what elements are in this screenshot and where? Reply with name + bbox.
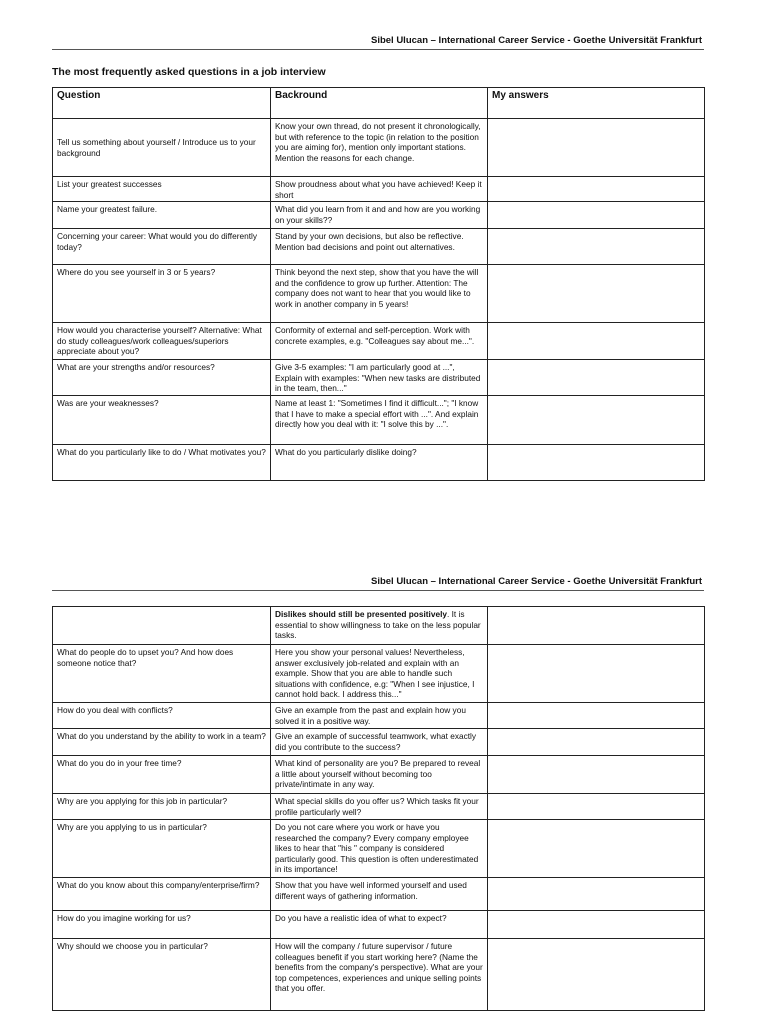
answer-cell[interactable] <box>488 323 705 360</box>
page-header: Sibel Ulucan – International Career Service - Goethe Universität Frankfurt <box>370 35 702 46</box>
table-row <box>53 119 705 177</box>
questions-table-2 <box>52 606 705 1011</box>
background-emphasis: Dislikes should still be presented positively <box>275 609 447 619</box>
background-cell: Think beyond the next step, show that you have the will and the confidence to grow up further. Attention: The company does not want to hear that you would like to work in another company in 5 years! <box>271 265 488 323</box>
question-cell: How would you characterise yourself? Alternative: What do study colleagues/work colleagues/superiors appreciate about you? <box>53 323 271 360</box>
table-row <box>53 703 705 729</box>
background-cell: Stand by your own decisions, but also be reflective. Mention bad decisions and point out alternatives. <box>271 229 488 265</box>
column-header-background: Backround <box>271 88 488 119</box>
background-cell: Conformity of external and self-perception. Work with concrete examples, e.g. "Colleagues say about me...". <box>271 323 488 360</box>
questions-table-1 <box>52 87 705 481</box>
background-cell: Know your own thread, do not present it chronologically, but with reference to the topic (in relation to the position you are aiming for), mention only important stations. Mention the reasons for each change. <box>271 119 488 177</box>
table-row <box>53 878 705 911</box>
table-row <box>53 645 705 703</box>
answer-cell[interactable] <box>488 703 705 729</box>
background-cell: How will the company / future supervisor / future colleagues benefit if you start working here? (Name the benefits from the company's perspective). What are your top competences, experiences and unique selling points that you offer. <box>271 939 488 1011</box>
table-row <box>53 607 705 645</box>
answer-cell[interactable] <box>488 911 705 939</box>
table-row <box>53 229 705 265</box>
answer-cell[interactable] <box>488 729 705 756</box>
answer-cell[interactable] <box>488 794 705 820</box>
table-row <box>53 729 705 756</box>
answer-cell[interactable] <box>488 229 705 265</box>
question-cell <box>53 607 271 645</box>
background-cell <box>271 607 488 645</box>
table-row <box>53 202 705 229</box>
answer-cell[interactable] <box>488 645 705 703</box>
question-cell: How do you deal with conflicts? <box>53 703 271 729</box>
question-cell: What are your strengths and/or resources? <box>53 360 271 396</box>
header-rule <box>52 49 704 50</box>
header-rule-2 <box>52 590 704 591</box>
background-cell: Name at least 1: "Sometimes I find it difficult..."; "I know that I have to make a special effort with ...". And explain directly how you deal with it: "I solve this by ...". <box>271 396 488 445</box>
question-cell: What do you know about this company/enterprise/firm? <box>53 878 271 911</box>
table-row <box>53 794 705 820</box>
answer-cell[interactable] <box>488 360 705 396</box>
question-cell: What do you understand by the ability to work in a team? <box>53 729 271 756</box>
table-row <box>53 360 705 396</box>
background-cell: Do you have a realistic idea of what to expect? <box>271 911 488 939</box>
answer-cell[interactable] <box>488 878 705 911</box>
table-row <box>53 911 705 939</box>
table-row <box>53 756 705 794</box>
answer-cell[interactable] <box>488 202 705 229</box>
table-row <box>53 820 705 878</box>
table-header-row <box>53 88 705 119</box>
question-cell: How do you imagine working for us? <box>53 911 271 939</box>
table-row <box>53 445 705 481</box>
answer-cell[interactable] <box>488 820 705 878</box>
question-cell: What do you particularly like to do / What motivates you? <box>53 445 271 481</box>
question-cell: Where do you see yourself in 3 or 5 years? <box>53 265 271 323</box>
background-cell: What special skills do you offer us? Which tasks fit your profile particularly well? <box>271 794 488 820</box>
answer-cell[interactable] <box>488 756 705 794</box>
background-cell: Show that you have well informed yourself and used different ways of gathering information. <box>271 878 488 911</box>
answer-cell[interactable] <box>488 607 705 645</box>
document-title: The most frequently asked questions in a job interview <box>52 66 326 78</box>
answer-cell[interactable] <box>488 445 705 481</box>
question-cell: What do you do in your free time? <box>53 756 271 794</box>
answer-cell[interactable] <box>488 177 705 202</box>
question-cell: Concerning your career: What would you do differently today? <box>53 229 271 265</box>
table-row <box>53 939 705 1011</box>
answer-cell[interactable] <box>488 939 705 1011</box>
table-row <box>53 177 705 202</box>
question-cell: Was are your weaknesses? <box>53 396 271 445</box>
answer-cell[interactable] <box>488 396 705 445</box>
background-cell: What do you particularly dislike doing? <box>271 445 488 481</box>
table-row <box>53 396 705 445</box>
page-header-2: Sibel Ulucan – International Career Service - Goethe Universität Frankfurt <box>370 576 702 587</box>
background-cell: Give 3-5 examples: "I am particularly good at ...", Explain with examples: "When new tasks are distributed in the team, then..." <box>271 360 488 396</box>
background-cell: Give an example from the past and explain how you solved it in a positive way. <box>271 703 488 729</box>
question-cell: List your greatest successes <box>53 177 271 202</box>
column-header-question: Question <box>53 88 271 119</box>
table-row <box>53 323 705 360</box>
question-cell: Why should we choose you in particular? <box>53 939 271 1011</box>
background-cell: What did you learn from it and and how are you working on your skills?? <box>271 202 488 229</box>
background-cell: Give an example of successful teamwork, what exactly did you contribute to the success? <box>271 729 488 756</box>
answer-cell[interactable] <box>488 265 705 323</box>
background-text: . It is essential to show willingness to take on the less popular tasks. <box>275 609 481 641</box>
table-row <box>53 265 705 323</box>
background-cell: What kind of personality are you? Be prepared to reveal a little about yourself without becoming too private/intimate in any way. <box>271 756 488 794</box>
answer-cell[interactable] <box>488 119 705 177</box>
question-cell: Why are you applying to us in particular? <box>53 820 271 878</box>
background-cell: Show proudness about what you have achieved! Keep it short <box>271 177 488 202</box>
question-cell: Why are you applying for this job in particular? <box>53 794 271 820</box>
question-cell: What do people do to upset you? And how does someone notice that? <box>53 645 271 703</box>
question-cell: Tell us something about yourself / Introduce us to your background <box>53 119 271 177</box>
background-cell: Do you not care where you work or have you researched the company? Every company employee likes to hear that "his " company is considered particularly good. This question is often underestimated in its importance! <box>271 820 488 878</box>
background-cell: Here you show your personal values! Nevertheless, answer exclusively job-related and explain with an example. Show that you are able to handle such situations with confidence, e.g: "When I see injustice, I cannot hold back. I address this..." <box>271 645 488 703</box>
column-header-my-answers: My answers <box>488 88 705 119</box>
question-cell: Name your greatest failure. <box>53 202 271 229</box>
